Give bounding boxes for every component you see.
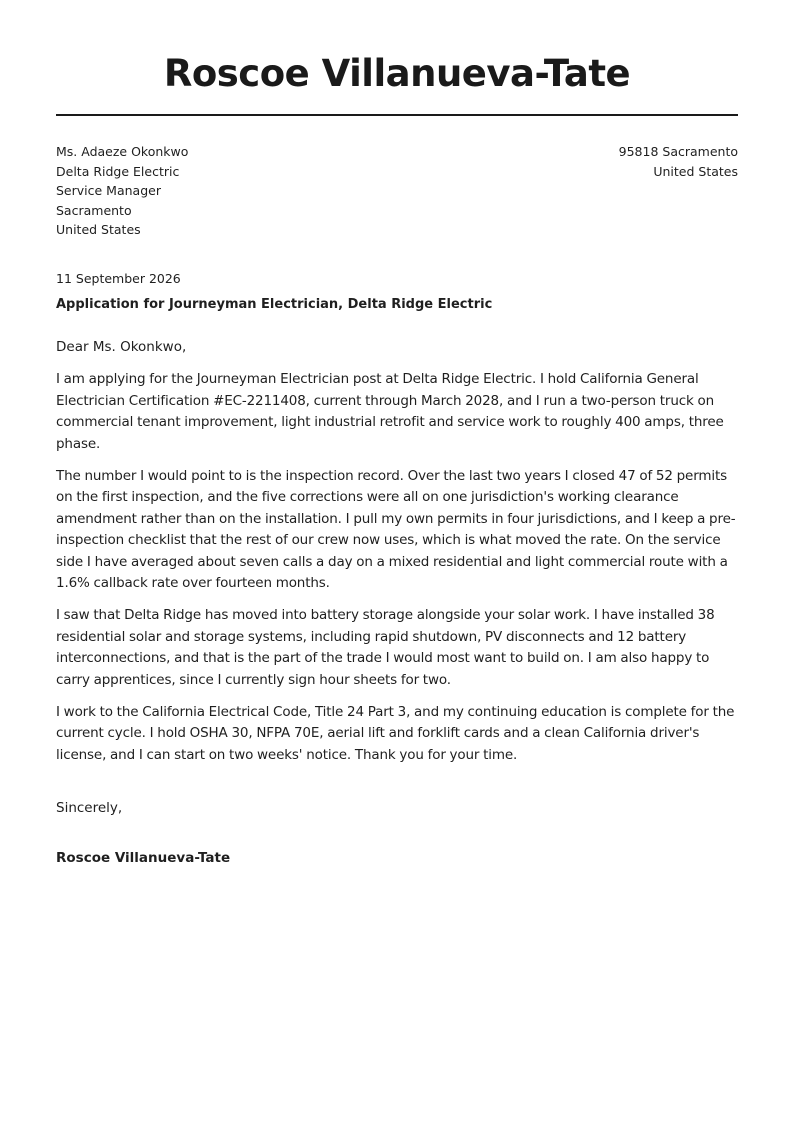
body-paragraph-3: I saw that Delta Ridge has moved into battery storage alongside your solar work. I have installed 38 residential solar and storage systems, including rapid shutdown, PV disconnects and 12 battery interconnections, and that is the part of the trade I would most want to build on. I am also happy to carry apprentices, since I currently sign hour sheets for two. [56,607,715,688]
body-paragraph-2: The number I would point to is the inspection record. Over the last two years I closed 47 of 52 permits on the first inspection, and the five corrections were all on one jurisdiction's working clearance amendment rather than on the installation. I pull my own permits in four jurisdictions, and I keep a pre-inspection checklist that the rest of our crew now uses, which is what moved the rate. On the service side I have averaged about seven calls a day on a mixed residential and light commercial route with a 1.6% callback rate over fourteen months. [56,468,736,592]
sender-city: 95818 Sacramento [618,144,738,159]
letter-closing: Sincerely, [56,800,123,817]
letter-date: 11 September 2026 [56,270,181,286]
sender-country: United States [653,163,738,179]
sender-address [619,142,738,240]
recipient-company: Delta Ridge Electric [56,163,180,179]
applicant-name-heading: Roscoe Villanueva-Tate [163,52,631,95]
address-block [56,142,738,240]
letter-subject: Application for Journeyman Electrician, Delta Ridge Electric [56,296,493,312]
letter-signature: Roscoe Villanueva-Tate [56,850,231,867]
recipient-city: Sacramento [56,202,132,218]
header-divider [56,114,738,116]
recipient-name: Ms. Adaeze Okonkwo [56,144,189,159]
letter-salutation: Dear Ms. Okonkwo, [56,338,187,355]
body-paragraph-4: I work to the California Electrical Code, Title 24 Part 3, and my continuing education is complete for the current cycle. I hold OSHA 30, NFPA 70E, aerial lift and forklift cards and a clean California driver's license, and I can start on two weeks' notice. Thank you for your time. [56,704,735,763]
cover-letter-page [56,0,738,869]
recipient-title: Service Manager [56,183,161,199]
body-paragraph-1: I am applying for the Journeyman Electrician post at Delta Ridge Electric. I hold California General Electrician Certification #EC-2211408, current through March 2028, and I run a two-person truck on commercial tenant improvement, light industrial retrofit and service work to roughly 400 amps, three phase. [56,371,724,452]
recipient-address [56,142,188,240]
recipient-country: United States [56,222,141,238]
